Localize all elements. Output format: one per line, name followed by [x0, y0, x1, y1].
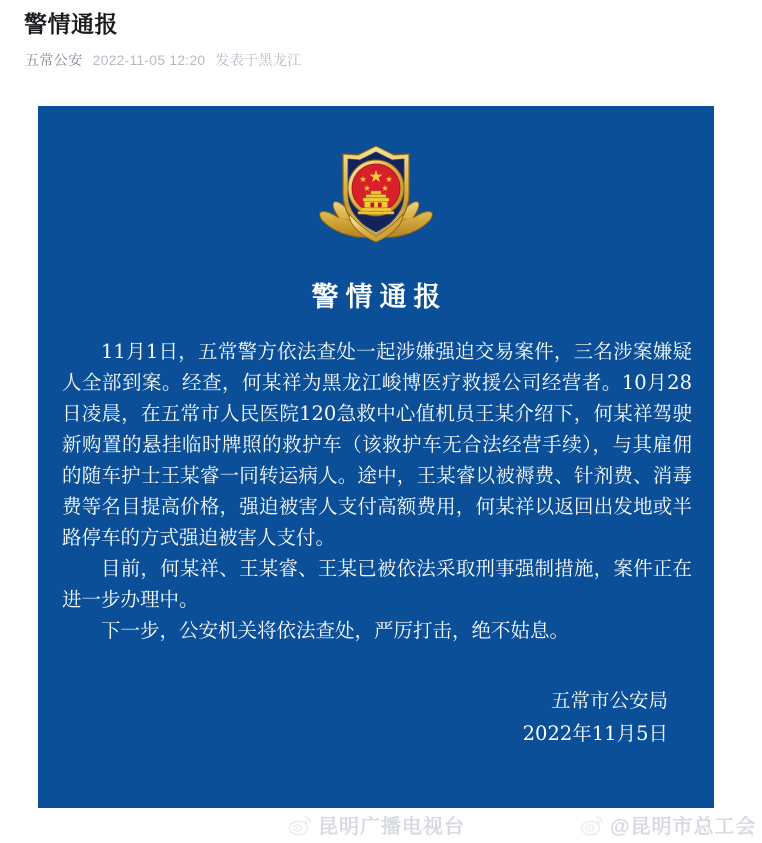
watermark-left-label: 昆明广播电视台: [318, 816, 465, 838]
notice-body: [62, 336, 692, 646]
weibo-eye-icon: [288, 813, 312, 837]
china-police-badge-icon: [315, 141, 437, 255]
post-location: 发表于黑龙江: [215, 52, 302, 68]
notice-heading: 警情通报: [311, 282, 448, 313]
emblem-container: [38, 140, 714, 256]
post-datetime: 2022-11-05 12:20: [92, 52, 206, 68]
page-title: 警情通报: [24, 11, 118, 37]
watermark-right: [580, 810, 757, 839]
post-meta: [25, 50, 302, 70]
notice-signature: [523, 684, 668, 750]
notice-paragraph-2: 目前，何某祥、王某睿、王某已被依法采取刑事强制措施，案件正在进一步办理中。: [62, 557, 692, 611]
watermark-right-label: @昆明市总工会: [610, 816, 757, 838]
signature-organization: 五常市公安局: [550, 689, 668, 712]
notice-paragraph-3: 下一步，公安机关将依法查处，严厉打击，绝不姑息。: [101, 619, 570, 642]
weibo-eye-icon: [580, 813, 604, 837]
watermark-left: [288, 810, 465, 839]
signature-date: 2022年11月5日: [522, 722, 668, 745]
police-notice-card: [38, 106, 714, 808]
notice-paragraph-1: 11月1日，五常警方依法查处一起涉嫌强迫交易案件，三名涉案嫌疑人全部到案。经查，何某祥为黑龙江峻博医疗救援公司经营者。10月28日凌晨，在五常市人民医院120急救中心值机员王某介绍下，何某祥驾驶新购置的悬挂临时牌照的救护车（该救护车无合法经营手续），与其雇佣的随车护士王某睿一同转运病人。途中，王某睿以被褥费、针剂费、消毒费等名目提高价格，强迫被害人支付高额费用，何某祥以返回出发地或半路停车的方式强迫被害人支付。: [62, 340, 692, 549]
post-author[interactable]: 五常公安: [25, 52, 83, 68]
